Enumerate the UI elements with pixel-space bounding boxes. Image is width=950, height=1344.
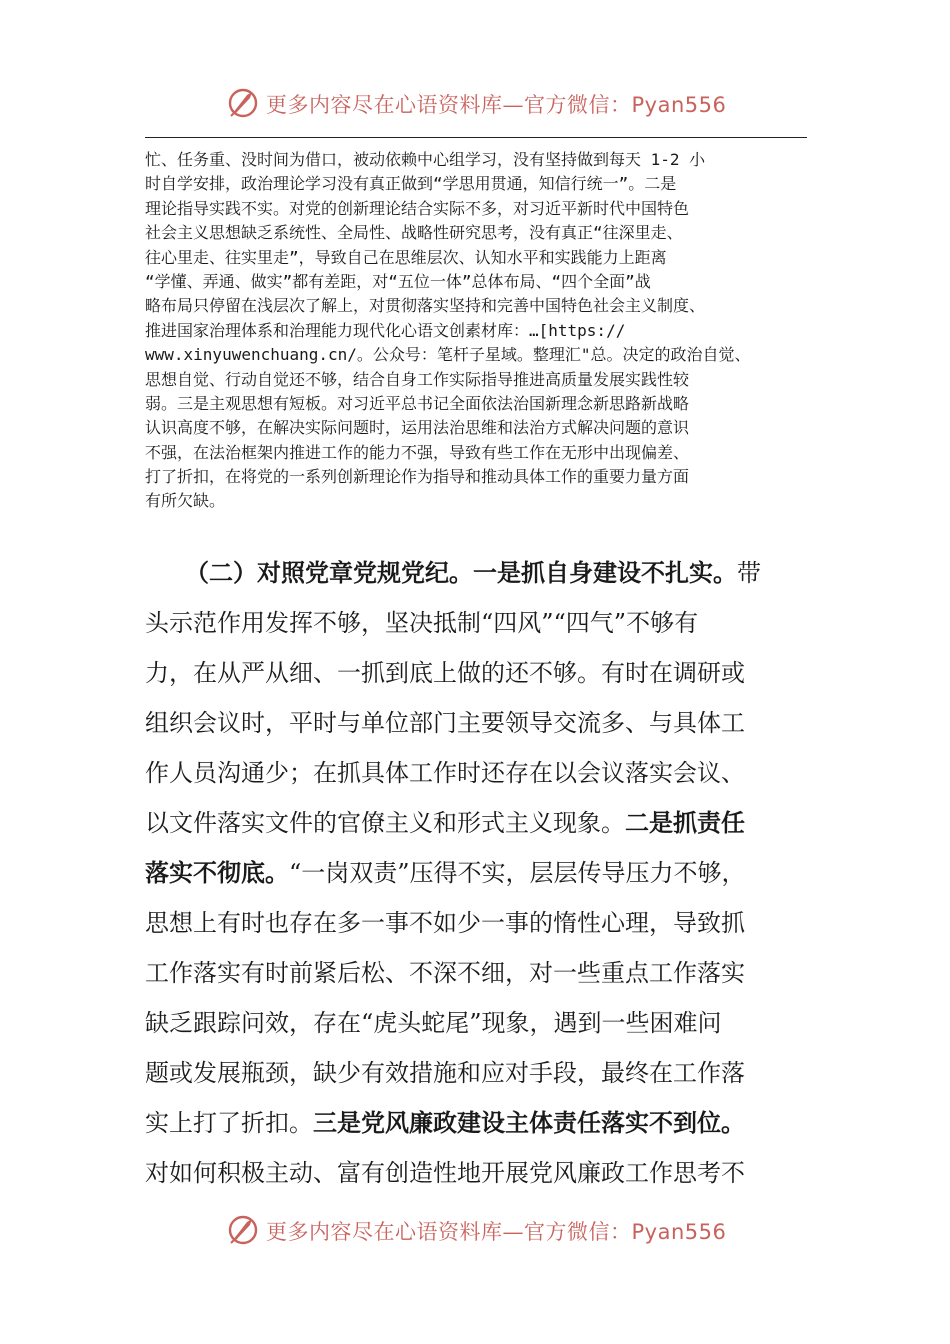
body-text-continuation [145, 148, 809, 514]
header-divider [145, 137, 807, 138]
text-line: 有所欠缺。 [145, 491, 226, 511]
text-line: 略布局只停留在浅层次了解上，对贯彻落实坚持和完善中国特色社会主义制度、 [145, 296, 706, 316]
text-line: 工作落实有时前紧后松、不深不细，对一些重点工作落实 [145, 959, 745, 987]
point-heading: 二是抓责任 [625, 809, 745, 837]
text-line: “学懂、弄通、做实”都有差距，对“五位一体”总体布局、“四个全面”战 [145, 271, 651, 291]
text-line: 时自学安排，政治理论学习没有真正做到“学思用贯通，知信行统一”。二是 [145, 174, 677, 194]
text-line: 打了折扣，在将党的一系列创新理论作为指导和推动具体工作的重要力量方面 [145, 467, 690, 487]
footer-banner [0, 1210, 950, 1250]
text-line: 往心里走、往实里走”，导致自己在思维层次、认知水平和实践能力上距离 [145, 247, 667, 267]
text-line: 忙、任务重、没时间为借口，被动依赖中心组学习，没有坚持做到每天 1-2 小 [145, 150, 706, 169]
section-heading-line: （二）对照党章党规党纪。一是抓自身建设不扎实。带 [185, 559, 761, 587]
text-line: 弱。三是主观思想有短板。对习近平总书记全面依法治国新理念新思路新战略 [145, 393, 690, 413]
text-line: 思想自觉、行动自觉还不够，结合自身工作实际指导推进高质量发展实践性较 [145, 369, 690, 389]
text-line: 落实不彻底。“一岗双责”压得不实，层层传导压力不够， [145, 859, 746, 887]
quill-logo-icon [225, 1213, 261, 1247]
quill-logo-icon [225, 86, 261, 120]
text-line: 认识高度不够，在解决实际问题时，运用法治思维和法治方式解决问题的意识 [145, 418, 690, 438]
text-line: 理论指导实践不实。对党的创新理论结合实际不多，对习近平新时代中国特色 [145, 198, 690, 218]
text-line: 思想上有时也存在多一事不如少一事的惰性心理，导致抓 [145, 909, 745, 937]
section-heading: （二）对照党章党规党纪。一是抓自身建设不扎实。 [185, 559, 737, 587]
text-line: 对如何积极主动、富有创造性地开展党风廉政工作思考不 [145, 1159, 745, 1187]
text-line: 以文件落实文件的官僚主义和形式主义现象。二是抓责任 [145, 809, 745, 837]
text-line: 不强，在法治框架内推进工作的能力不强，导致有些工作在无形中出现偏差、 [145, 442, 690, 462]
text-line: www.xinyuwenchuang.cn/。公众号：笔杆子星域。整理汇"总。决定的政治自觉、 [145, 345, 751, 365]
banner-text: 更多内容尽在心语资料库—官方微信：Pyan556 [266, 1220, 727, 1244]
text-line: 实上打了折扣。三是党风廉政建设主体责任落实不到位。 [145, 1109, 745, 1137]
point-heading: 三是党风廉政建设主体责任落实不到位。 [313, 1109, 745, 1137]
text-line: 题或发展瓶颈，缺少有效措施和应对手段，最终在工作落 [145, 1059, 745, 1087]
text-line: 推进国家治理体系和治理能力现代化心语文创素材库：…[https:// [145, 320, 626, 340]
point-heading: 落实不彻底。 [145, 859, 289, 887]
text-line: 力，在从严从细、一抓到底上做的还不够。有时在调研或 [145, 659, 745, 687]
header-banner [0, 83, 950, 123]
text-line: 作人员沟通少；在抓具体工作时还存在以会议落实会议、 [145, 759, 745, 787]
banner-text: 更多内容尽在心语资料库—官方微信：Pyan556 [266, 93, 727, 117]
section-party-constitution [145, 548, 815, 1198]
text-line: 头示范作用发挥不够，坚决抵制“四风”“四气”不够有 [145, 609, 699, 637]
text-line: 缺乏跟踪问效，存在“虎头蛇尾”现象，遇到一些困难问 [145, 1009, 722, 1037]
text-line: 社会主义思想缺乏系统性、全局性、战略性研究思考，没有真正“往深里走、 [145, 223, 683, 243]
text-line: 组织会议时，平时与单位部门主要领导交流多、与具体工 [145, 709, 745, 737]
